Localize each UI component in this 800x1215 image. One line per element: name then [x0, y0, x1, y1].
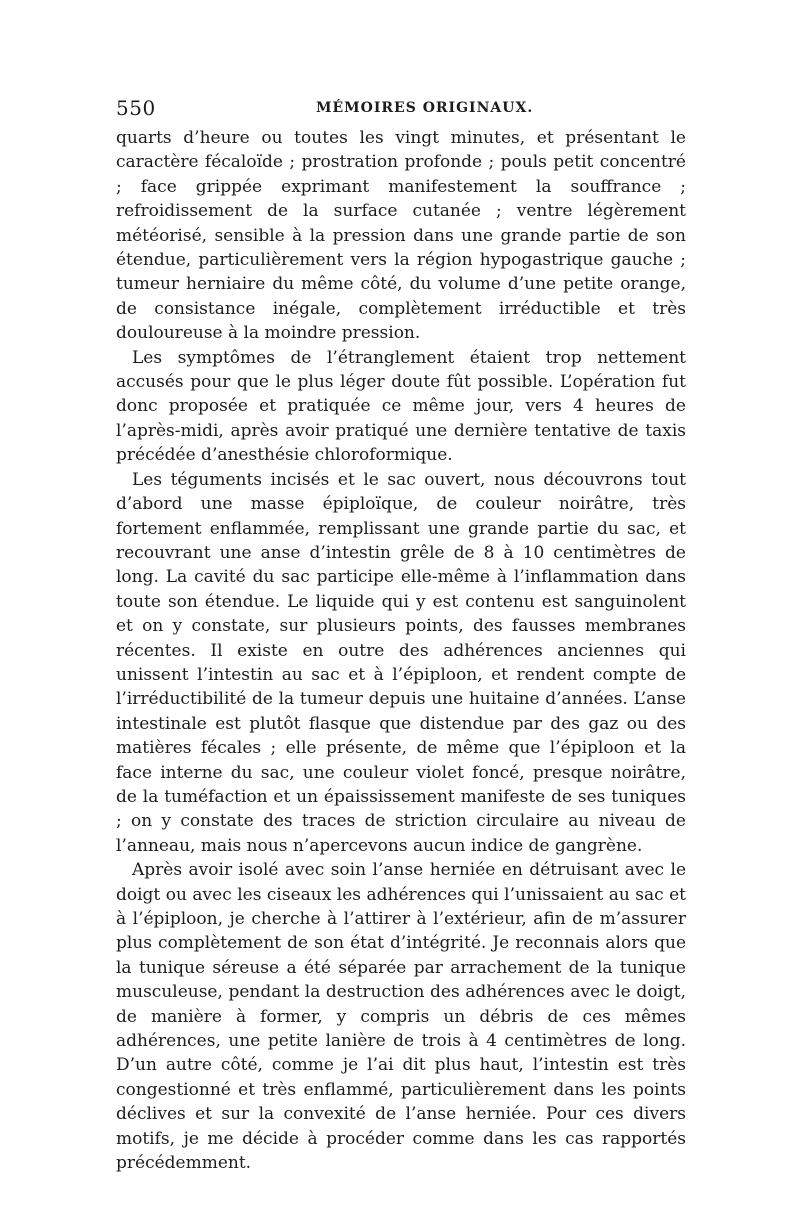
paragraph-continuation: quarts d’heure ou toutes les vingt minutes, et présentant le caractère fécaloïde ; prostration profonde ; pouls petit concentré ; face grippée exprimant manifestement la souffrance ; refroidissement de la surface cutanée ; ventre légèrement météorisé, sensible à la pression dans une grande partie de son étendue, particulièrement vers la région hypogastrique gauche ; tumeur herniaire du même côté, du volume d’une petite orange, de consistance inégale, complètement irréductible et très douloureuse à la moindre pression.: [116, 128, 686, 344]
running-head: [116, 96, 686, 124]
running-title: MÉMOIRES ORIGINAUX.: [316, 100, 534, 116]
paragraph-incision: Les téguments incisés et le sac ouvert, nous découvrons tout d’abord une masse épiploïque, de couleur noirâtre, très fortement enflammée, remplissant une grande partie du sac, et recouvrant une anse d’intestin grêle de 8 à 10 centimètres de long. La cavité du sac participe elle-même à l’inflammation dans toute son étendue. Le liquide qui y est contenu est sanguinolent et on y constate, sur plusieurs points, des fausses membranes récentes. Il existe en outre des adhérences anciennes qui unissent l’intestin au sac et à l’épiploon, et rendent compte de l’irréductibilité de la tumeur depuis une huitaine d’années. L’anse intestinale est plutôt flasque que distendue par des gaz ou des matières fécales ; elle présente, de même que l’épiploon et la face interne du sac, une couleur violet foncé, presque noirâtre, de la tuméfaction et un épaississement manifeste de ses tuniques ; on y constate des traces de striction circulaire au niveau de l’anneau, mais nous n’apercevons aucun indice de gangrène.: [116, 469, 686, 856]
paragraph-symptoms: Les symptômes de l’étranglement étaient trop nettement accusés pour que le plus léger doute fût possible. L’opération fut donc proposée et pratiquée ce même jour, vers 4 heures de l’après-midi, après avoir pratiqué une dernière tentative de taxis précédée d’anesthésie chloroformique.: [116, 347, 686, 466]
body-text: [116, 126, 686, 1175]
paragraph-procedure: Après avoir isolé avec soin l’anse herniée en détruisant avec le doigt ou avec les ciseaux les adhérences qui l’unissaient au sac et à l’épiploon, je cherche à l’attirer à l’extérieur, afin de m’assurer plus complètement de son état d’intégrité. Je reconnais alors que la tunique séreuse a été séparée par arrachement de la tunique musculeuse, pendant la destruction des adhérences avec le doigt, de manière à former, y compris un débris de ces mêmes adhérences, une petite lanière de trois à 4 centimètres de long. D’un autre côté, comme je l’ai dit plus haut, l’intestin est très congestionné et très enflammé, particulièrement dans les points déclives et sur la convexité de l’anse herniée. Pour ces divers motifs, je me décide à procéder comme dans les cas rapportés précédemment.: [116, 860, 686, 1174]
page-number: 550: [116, 96, 156, 120]
